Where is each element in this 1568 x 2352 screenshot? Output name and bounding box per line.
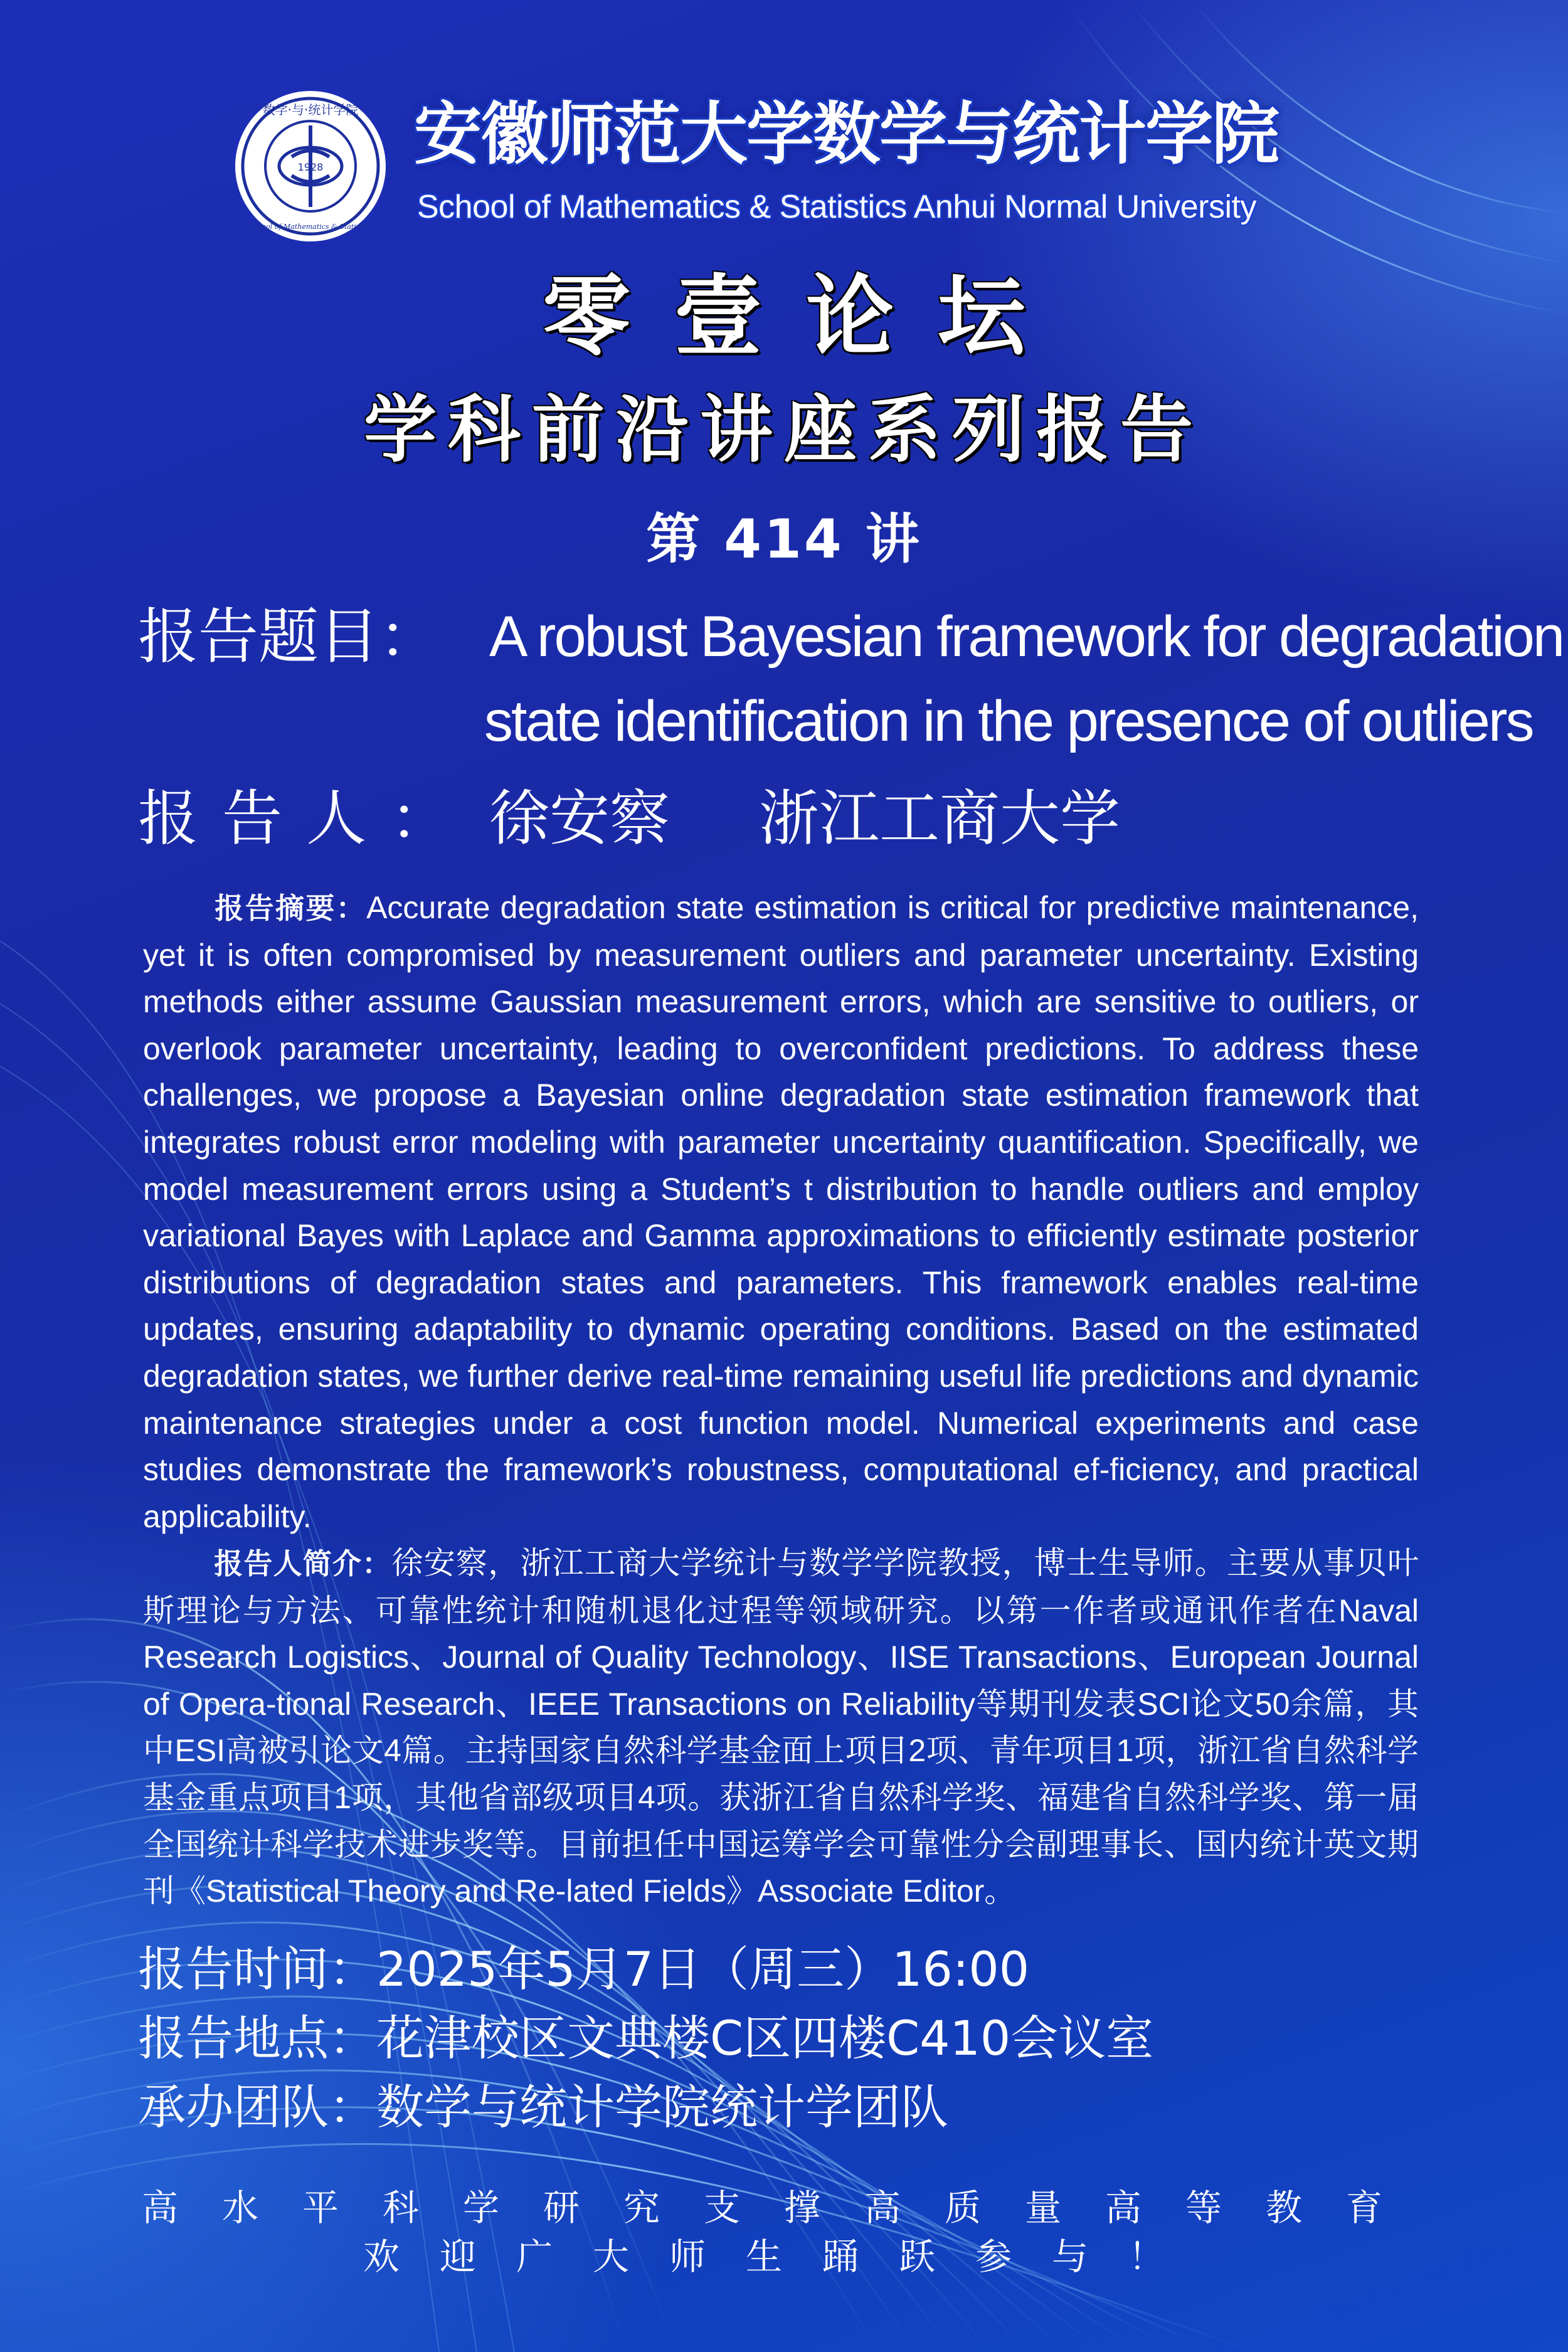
speaker-name: 徐安察 — [489, 783, 670, 854]
university-name-cn: 安徽师范大学数学与统计学院 — [414, 95, 1279, 174]
seal-top-text: 数学·与·统计学院 — [262, 102, 359, 117]
bio-text: 徐安察，浙江工商大学统计与数学学院教授，博士生导师。主要从事贝叶斯理论与方法、可靠性统计和随机退化过程等领域研究。以第一作者或通讯作者在Naval Research Logistics、Journal of Quality Technology、IISE Transactions、European Journal of Opera-tional Research、IEEE Transactions on Reliability等期刊发表SCI论文50余篇，其中ESI高被引论文4篇。主持国家自然科学基金面上项目2项、青年项目1项，浙江省自然科学基金重点项目1项，其他省部级项目4项。获浙江省自然科学奖、福建省自然科学奖、第一届全国统计科学技术进步奖等。目前担任中国运筹学会可靠性分会副理事长、国内统计英文期刊《Statistical Theory and Re-lated Fields》Associate Editor。 — [143, 1545, 1419, 1909]
time-value: 2025年5月7日（周三）16:00 — [376, 1941, 1030, 1997]
footer-welcome: 欢迎广大师生踊跃参与！ — [363, 2235, 1205, 2278]
talk-title-line1: A robust Bayesian framework for degradation — [489, 605, 1563, 669]
talk-title-label: 报告题目： — [138, 601, 439, 672]
team-value: 数学与统计学院统计学团队 — [376, 2079, 948, 2135]
team-label: 承办团队： — [138, 2079, 376, 2135]
speaker-affiliation: 浙江工商大学 — [759, 783, 1120, 854]
footer-slogan: 高水平科学研究支撑高质量高等教育 — [141, 2186, 1426, 2229]
place-label: 报告地点： — [138, 2010, 376, 2066]
talk-title-line2: state identification in the presence of outliers — [484, 689, 1533, 753]
abstract-paragraph — [143, 884, 1419, 1540]
speaker-label: 报告人： — [138, 783, 474, 854]
forum-title: 零壹论坛 — [542, 265, 1069, 368]
place-row — [138, 2004, 1153, 2073]
header — [232, 88, 1336, 232]
seal-year: 1928 — [297, 161, 324, 173]
forum-subtitle: 学科前沿讲座系列报告 — [364, 387, 1204, 472]
time-row — [138, 1935, 1029, 2004]
place-value: 花津校区文典楼C区四楼C410会议室 — [376, 2010, 1154, 2066]
abstract-text: Accurate degradation state estimation is critical for predictive maintenance, yet it is often compromised by measurement outliers and parameter uncertainty. Existing methods either assume Gaussian measurement errors, which are sensitive to outliers, or overlook parameter uncertainty, leading to overconfident predictions. To address these challenges, we propose a Bayesian online degradation state estimation framework that integrates robust error modeling with parameter uncertainty quantification. Specifically, we model measurement errors using a Student’s t distribution to handle outliers and employ variational Bayes with Laplace and Gamma approximations to efficiently estimate posterior distributions of degradation states and parameters. This framework enables real-time updates, ensuring adaptability to dynamic operating conditions. Based on the estimated degradation states, we further derive real-time remaining useful life predictions and dynamic maintenance strategies under a cost function model. Numerical experiments and case studies demonstrate the framework’s robustness, computational ef-ficiency, and practical applicability. — [143, 890, 1419, 1534]
seal-ring-text: School of Mathematics & Statistics — [248, 223, 373, 231]
bio-label: 报告人简介： — [213, 1547, 392, 1581]
bio-paragraph — [143, 1540, 1419, 1915]
university-seal-icon — [232, 88, 389, 245]
lecture-number: 第 414 讲 — [646, 508, 922, 571]
team-row — [138, 2073, 948, 2142]
time-label: 报告时间： — [138, 1941, 376, 1997]
abstract-label: 报告摘要： — [213, 891, 367, 925]
university-name-en: School of Mathematics & Statistics Anhui Normal University — [417, 189, 1256, 225]
